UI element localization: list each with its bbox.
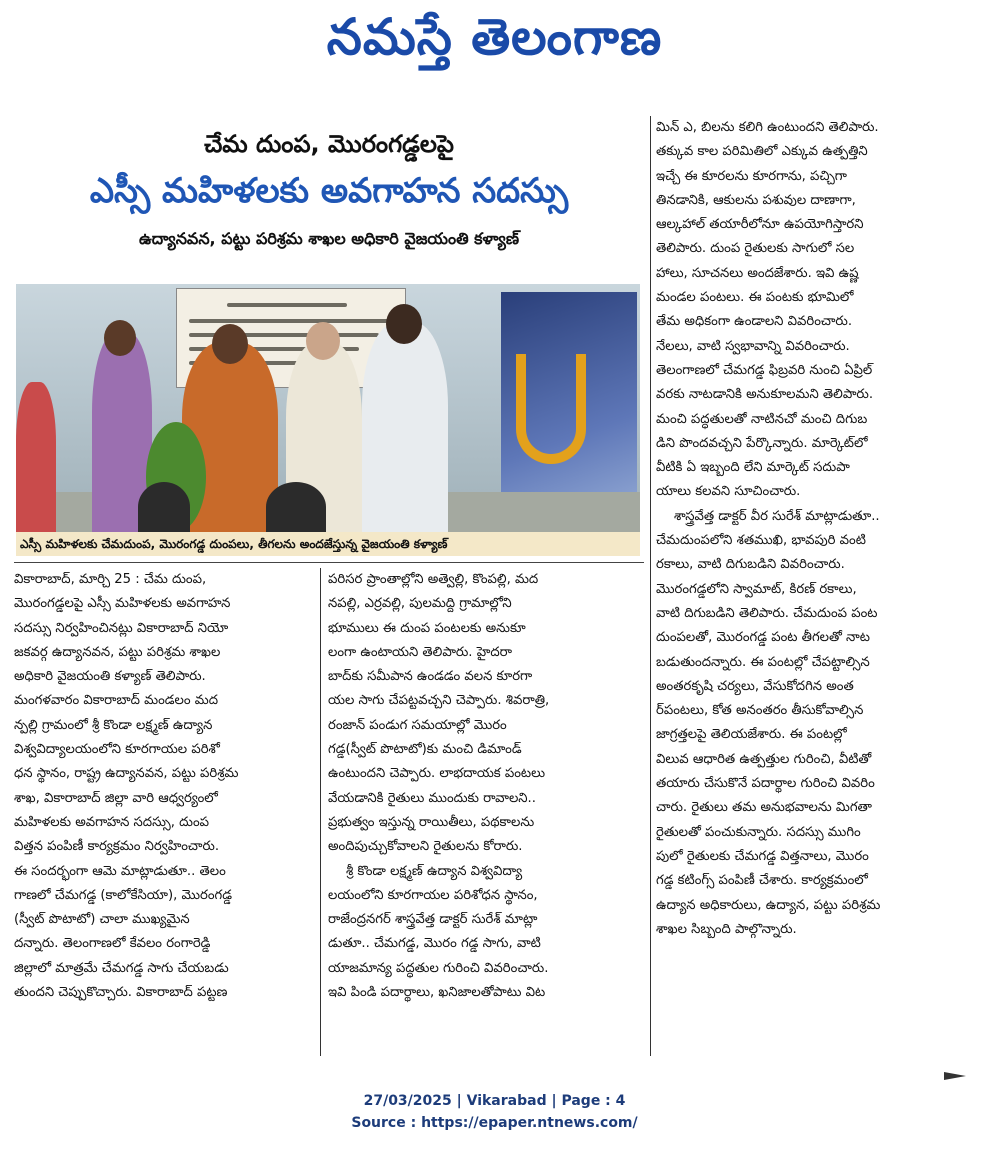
article-line: తెలిపారు. దుంప రైతులకు సాగులో సల [656, 241, 855, 257]
article-line: వీటికి ఏ ఇబ్బంది లేని మార్కెట్ సదుపా [656, 460, 850, 476]
article-line: శాఖ, వికారాబాద్ జిల్లా వారి ఆధ్వర్యంలో [14, 790, 218, 806]
article-line: ప్రభుత్వం ఇస్తున్న రాయితీలు, పథకాలను [328, 814, 535, 830]
article-line: మంచి పద్ధతులతో నాటినచో మంచి దిగుబ [656, 411, 868, 427]
article-line: వికారాబాద్, మార్చి 25 : చేమ దుంప, [14, 572, 207, 587]
person-figure [266, 482, 326, 532]
article-line: బడుతుందన్నారు. ఈ పంటల్లో చేపట్టాల్సిన [656, 654, 870, 670]
article-line: తెలంగాణలో చేమగడ్డ ఫిబ్రవరి నుంచి ఏప్రిల్ [656, 362, 873, 378]
article-line: రైతులతో పంచుకున్నారు. సదస్సు ముగిం [656, 824, 861, 840]
article-line: ఇవి పిండి పదార్థాలు, ఖనిజాలతోపాటు విట [328, 985, 546, 1001]
article-line: శాస్త్రవేత్త డాక్టర్ వీర సురేశ్ మాట్లాడుతూ.. [674, 508, 880, 524]
article-line: రకాలు, వాటి దిగుబడిని వివరించారు. [656, 557, 845, 573]
person-figure [362, 322, 448, 532]
article-line: మహిళలకు అవగాహన సదస్సు, దుంప [14, 814, 210, 830]
article-line: తక్కువ కాల పరిమితిలో ఎక్కువ ఉత్పత్తిని [656, 144, 868, 160]
article-line: గడ్డ(స్వీట్ పొటాటో)కు మంచి డిమాండ్ [328, 742, 522, 758]
article-line: నపల్లి, ఎర్రవల్లి, పులమద్ది గ్రామాల్లోని [328, 596, 512, 612]
person-figure [138, 482, 190, 532]
article-column-3 [656, 116, 976, 942]
person-figure [16, 382, 56, 532]
article-line: శాఖల సిబ్బంది పాల్గొన్నారు. [656, 921, 797, 937]
masthead [0, 0, 989, 80]
article-column-2 [328, 568, 640, 1005]
article-line: జాగ్రత్తలపై తెలియజేశారు. ఈ పంటల్లో [656, 727, 847, 743]
continue-arrow-icon [944, 1072, 966, 1080]
article-line: తేమ అధికంగా ఉండాలని వివరించారు. [656, 314, 853, 330]
headline-block [14, 124, 644, 256]
article-line: మొరంగడ్డలపై ఎస్సీ మహిళలకు అవగాహన [14, 596, 231, 612]
article-line: గాణలో చేమగడ్డ (కాలోకేసియా), మొరంగడ్డ [14, 887, 232, 903]
article-line: విత్తన పంపిణీ కార్యక్రమం నిర్వహించారు. [14, 839, 220, 855]
article-line: విలువ ఆధారిత ఉత్పత్తుల గురించి, వీటితో [656, 751, 872, 767]
article-kicker: చేమ దుంప, మొరంగడ్డలపై [204, 130, 454, 158]
article-line: మండల పంటలు. ఈ పంటకు భూమిలో [656, 290, 854, 306]
article-line: ఈ సందర్భంగా ఆమె మాట్లాడుతూ.. తెలం [14, 863, 226, 879]
article-line: (స్వీట్ పొటాటో) చాలా ముఖ్యమైన [14, 912, 190, 928]
photo-caption: ఎస్సీ మహిళలకు చేమదుంప, మొరంగడ్డ దుంపలు, తీగలను అందజేస్తున్న వైజయంతి కళ్యాణ్ [16, 532, 640, 556]
article-line: యాజమాన్య పద్ధతుల గురించి వివరించారు. [328, 960, 549, 976]
article-headline: ఎస్సీ మహిళలకు అవగాహన సదస్సు [89, 171, 569, 211]
article-line: ఇచ్చే ఈ కూరలను కూరగాను, పచ్చిగా [656, 168, 847, 184]
article-line: గడ్డ కటింగ్స్ పంపిణీ చేశారు. కార్యక్రమంలో [656, 873, 868, 889]
article-line: తయారు చేసుకొనే పదార్థాల గురించి వివరిం [656, 776, 875, 792]
article-line: రంజాన్ పండుగ సమయాల్లో మొరం [328, 717, 507, 733]
article-line: న్పల్లి గ్రామంలో శ్రీ కొండా లక్ష్మణ్ ఉద్యాన [14, 717, 213, 733]
article-line: యాలు కలవని సూచించారు. [656, 484, 801, 500]
article-line: దన్నారు. తెలంగాణలో కేవలం రంగారెడ్డి [14, 936, 211, 952]
section-divider [14, 562, 644, 563]
article-line: జిల్లాలో మాత్రమే చేమగడ్డ సాగు చేయబడు [14, 960, 229, 976]
column-divider [650, 116, 651, 1056]
article-line: తుందని చెప్పుకొచ్చారు. వికారాబాద్ పట్టణ [14, 985, 228, 1001]
article-line: డుతూ.. చేమగడ్డ, మొరం గడ్డ సాగు, వాటి [328, 936, 541, 952]
article-clipping [14, 116, 976, 1082]
footer-source: Source : https://epaper.ntnews.com/ [351, 1115, 638, 1131]
article-line: ఆల్కహాల్ తయారీలోనూ ఉపయోగిస్తారని [656, 217, 864, 233]
article-line: ధన స్థానం, రాష్ట్ర ఉద్యానవన, పట్టు పరిశ్రమ [14, 766, 239, 782]
article-line: వరకు నాటడానికి అనుకూలమని తెలిపారు. [656, 387, 874, 403]
article-line: బాద్‌కు సమీపాన ఉండడం వలన కూరగా [328, 669, 533, 685]
article-line: యల సాగు చేపట్టవచ్చని చెప్పారు. శివరాత్రి, [328, 693, 550, 709]
article-line: మొరంగడ్డలోని స్వామాట్, కిరణ్ రకాలు, [656, 581, 857, 597]
article-line: శ్రీ కొండా లక్ష్మణ్ ఉద్యాన విశ్వవిద్యా [346, 863, 523, 879]
article-line: లయంలోని కూరగాయల పరిశోధన స్థానం, [328, 887, 538, 903]
article-line: భూములు ఈ దుంప పంటలకు అనుకూ [328, 620, 526, 636]
article-line: పులో రైతులకు చేమగడ్డ విత్తనాలు, మొరం [656, 848, 869, 864]
article-line: అంతరకృషి చర్యలు, వేసుకోదగిన అంత [656, 678, 854, 694]
page-footer [0, 1090, 989, 1134]
article-line: జకవర్గ ఉద్యానవన, పట్టు పరిశ్రమ శాఖల [14, 644, 221, 660]
article-subhead: ఉద్యానవన, పట్టు పరిశ్రమ శాఖల అధికారి వైజయంతి కళ్యాణ్ [138, 229, 520, 248]
article-line: మిన్ ఎ, బిలను కలిగి ఉంటుందని తెలిపారు. [656, 120, 879, 135]
article-line: లంగా ఉంటాయని తెలిపారు. హైదరా [328, 644, 512, 660]
article-line: వాటి దిగుబడిని తెలిపారు. చేమదుంప పంట [656, 605, 878, 621]
article-line: హాలు, సూచనలు అందజేశారు. ఇవి ఉష్ణ [656, 265, 859, 281]
article-line: తినడానికి, ఆకులను పశువుల దాణాగా, [656, 192, 856, 208]
article-line: వేయడానికి రైతులు ముందుకు రావాలని.. [328, 790, 536, 806]
article-line: పరిసర ప్రాంతాల్లోని అత్వెల్లి, కొంపల్లి, మద [328, 572, 539, 587]
flower-garland [516, 354, 586, 464]
article-line: సదస్సు నిర్వహించినట్లు వికారాబాద్ నియో [14, 620, 229, 636]
article-line: విశ్వవిద్యాలయంలోని కూరగాయల పరిశో [14, 742, 220, 758]
column-divider [320, 568, 321, 1056]
article-line: అందిపుచ్చుకోవాలని రైతులను కోరారు. [328, 839, 523, 855]
article-line: నేలలు, వాటి స్వభావాన్ని వివరించారు. [656, 338, 850, 354]
footer-date-edition: 27/03/2025 | Vikarabad | Page : 4 [363, 1093, 626, 1109]
article-line: డిని పొందవచ్చని పేర్కొన్నారు. మార్కెట్‌లో [656, 435, 868, 451]
article-column-1 [14, 568, 314, 1005]
article-line: రాజేంద్రనగర్ శాస్త్రవేత్త డాక్టర్ సురేశ్ మాట్లా [328, 912, 538, 928]
article-line: ఉద్యాన అధికారులు, ఉద్యాన, పట్టు పరిశ్రమ [656, 897, 881, 913]
article-photo [16, 284, 640, 532]
article-line: చారు. రైతులు తమ అనుభవాలను మిగతా [656, 800, 872, 816]
article-line: మంగళవారం వికారాబాద్ మండలం మద [14, 693, 219, 709]
article-line: దుంపలతో, మొరంగడ్డ పంట తీగలతో నాట [656, 630, 870, 646]
article-line: ఉంటుందని చెప్పారు. లాభదాయక పంటలు [328, 766, 546, 782]
newspaper-logo: నమస్తే తెలంగాణ [326, 8, 663, 66]
article-line: ర్‌పంటలు, కోత అనంతరం తీసుకోవాల్సిన [656, 703, 864, 719]
article-line: చేమదుంపలోని శతముఖి, భావపురి వంటి [656, 533, 866, 549]
article-line: అధికారి వైజయంతి కళ్యాణ్ తెలిపారు. [14, 669, 206, 685]
